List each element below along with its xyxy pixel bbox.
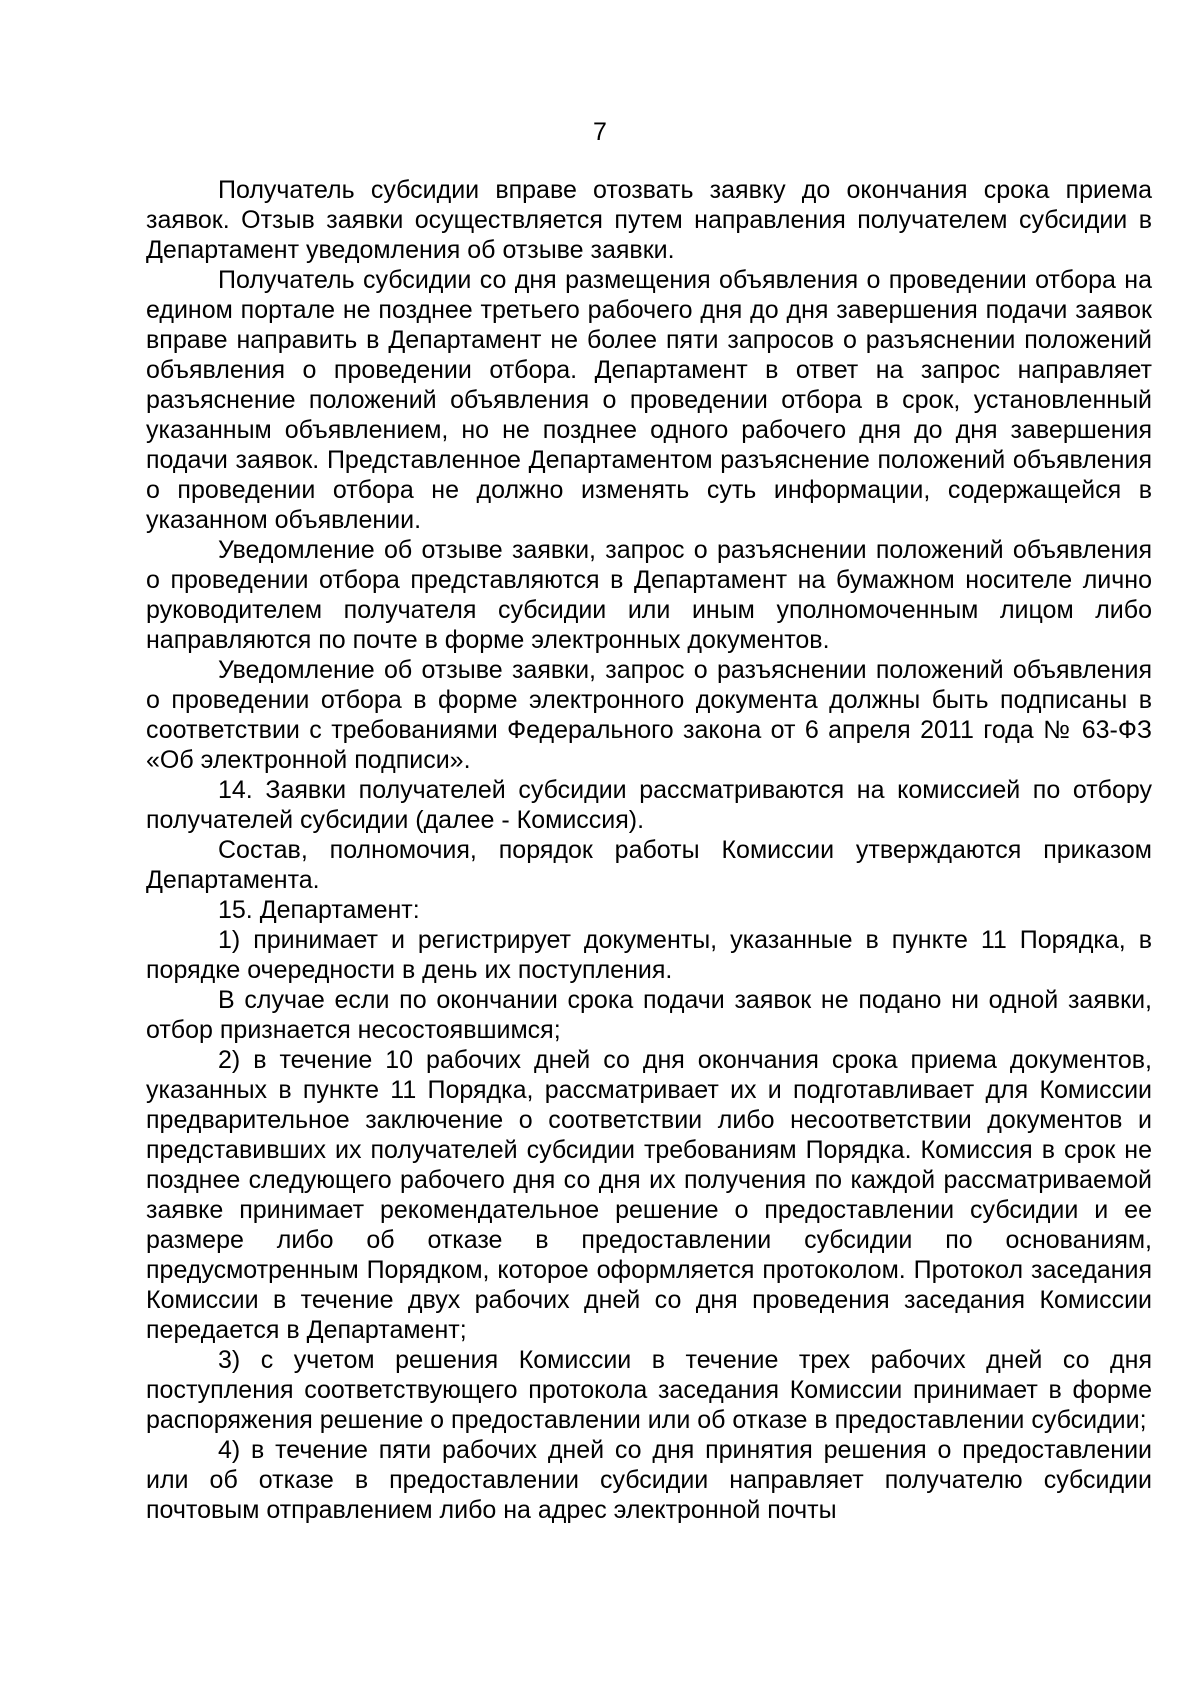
document-body (146, 175, 1152, 1525)
paragraph-item-15: 15. Департамент: (218, 896, 420, 924)
paragraph-clarification-requests: Получатель субсидии со дня размещения объявления о проведении отбора на едином портале не позднее третьего рабочего дня до дня завершения подачи заявок вправе направить в Департамент не более пяти запросов о разъяснении положений объявления о проведении отбора. Департамент в ответ на запрос направляет разъяснение положений объявления о проведении отбора в срок, установленный указанным объявлением, но не позднее одного рабочего дня до дня завершения подачи заявок. Представленное Департаментом разъяснение положений объявления о проведении отбора не должно изменять суть информации, содержащейся в указанном объявлении. (146, 266, 1152, 534)
paragraph-subitem-1: 1) принимает и регистрирует документы, указанные в пункте 11 Порядка, в порядке очередности в день их поступления. (146, 926, 1152, 984)
paragraph-commission-composition: Состав, полномочия, порядок работы Комиссии утверждаются приказом Департамента. (146, 836, 1152, 894)
paragraph-submission-method: Уведомление об отзыве заявки, запрос о разъяснении положений объявления о проведении отбора представляются в Департамент на бумажном носителе лично руководителем получателя субсидии или иным уполномоченным лицом либо направляются по почте в форме электронных документов. (146, 536, 1152, 654)
paragraph-electronic-signature: Уведомление об отзыве заявки, запрос о разъяснении положений объявления о проведении отбора в форме электронного документа должны быть подписаны в соответствии с требованиями Федерального закона от 6 апреля 2011 года № 63-ФЗ «Об электронной подписи». (146, 656, 1152, 774)
page-number: 7 (593, 118, 607, 146)
paragraph-subitem-2: 2) в течение 10 рабочих дней со дня окончания срока приема документов, указанных в пункте 11 Порядка, рассматривает их и подготавливает для Комиссии предварительное заключение о соответствии либо несоответствии документов и представивших их получателей субсидии требованиям Порядка. Комиссия в срок не позднее следующего рабочего дня со дня их получения по каждой рассматриваемой заявке принимает рекомендательное решение о предоставлении субсидии и ее размере либо об отказе в предоставлении субсидии по основаниям, предусмотренным Порядком, которое оформляется протоколом. Протокол заседания Комиссии в течение двух рабочих дней со дня проведения заседания Комиссии передается в Департамент; (146, 1046, 1152, 1344)
paragraph-withdraw-application: Получатель субсидии вправе отозвать заявку до окончания срока приема заявок. Отзыв заявки осуществляется путем направления получателем субсидии в Департамент уведомления об отзыве заявки. (146, 176, 1152, 264)
paragraph-no-applications: В случае если по окончании срока подачи заявок не подано ни одной заявки, отбор признается несостоявшимся; (146, 986, 1152, 1044)
paragraph-subitem-4: 4) в течение пяти рабочих дней со дня принятия решения о предоставлении или об отказе в предоставлении субсидии направляет получателю субсидии почтовым отправлением либо на адрес электронной почты (146, 1436, 1152, 1524)
paragraph-item-14: 14. Заявки получателей субсидии рассматриваются на комиссией по отбору получателей субсидии (далее - Комиссия). (146, 776, 1152, 834)
paragraph-subitem-3: 3) с учетом решения Комиссии в течение трех рабочих дней со дня поступления соответствующего протокола заседания Комиссии принимает в форме распоряжения решение о предоставлении или об отказе в предоставлении субсидии; (146, 1346, 1152, 1434)
